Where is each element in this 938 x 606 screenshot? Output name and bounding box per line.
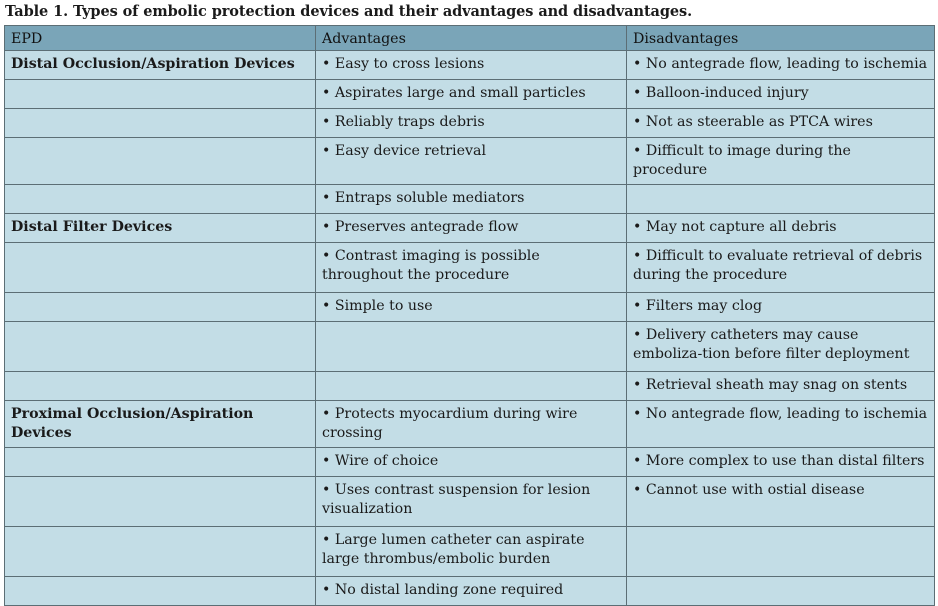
disadvantage-cell: [627, 108, 935, 137]
advantage-text: • Easy device retrieval: [322, 143, 486, 159]
table-row: [5, 292, 935, 321]
advantage-text: • Reliably traps debris: [322, 114, 485, 130]
disadvantage-text: • Not as steerable as PTCA wires: [633, 114, 873, 130]
disadvantage-text: • No antegrade flow, leading to ischemia: [633, 56, 927, 72]
disadvantage-cell: [627, 137, 935, 184]
disadvantage-cell: [627, 526, 935, 576]
disadvantage-text: • Retrieval sheath may snag on stents: [633, 377, 907, 393]
header-advantages: Advantages: [316, 26, 627, 51]
epd-cell: [5, 576, 316, 605]
advantage-cell: [316, 242, 627, 292]
advantage-cell: [316, 447, 627, 476]
table-row: [5, 50, 935, 79]
table-row: [5, 184, 935, 213]
advantage-text: • Uses contrast suspension for lesion visualization: [322, 482, 590, 518]
advantage-text: • No distal landing zone required: [322, 582, 563, 598]
disadvantage-text: • Cannot use with ostial disease: [633, 482, 865, 498]
advantage-cell: [316, 576, 627, 605]
epd-cell: [5, 137, 316, 184]
table-row: [5, 371, 935, 400]
disadvantage-cell: [627, 321, 935, 371]
header-epd: EPD: [5, 26, 316, 51]
disadvantage-text: • More complex to use than distal filters: [633, 453, 924, 469]
table-row: [5, 108, 935, 137]
advantage-cell: [316, 292, 627, 321]
epd-cell: Distal Occlusion/Aspiration Devices: [5, 50, 316, 79]
epd-cell: [5, 79, 316, 108]
advantage-text: • Contrast imaging is possible throughout the procedure: [322, 248, 540, 284]
disadvantage-cell: [627, 184, 935, 213]
table-row: [5, 576, 935, 605]
disadvantage-text: • May not capture all debris: [633, 219, 837, 235]
advantage-cell: [316, 400, 627, 447]
table-row: [5, 242, 935, 292]
disadvantage-cell: [627, 476, 935, 526]
advantage-cell: [316, 50, 627, 79]
disadvantage-text: • Filters may clog: [633, 298, 762, 314]
advantage-text: • Entraps soluble mediators: [322, 190, 524, 206]
disadvantage-text: • No antegrade flow, leading to ischemia: [633, 406, 927, 422]
table-row: [5, 526, 935, 576]
epd-cell: Distal Filter Devices: [5, 213, 316, 242]
disadvantage-cell: [627, 371, 935, 400]
disadvantage-cell: [627, 242, 935, 292]
advantage-text: • Preserves antegrade flow: [322, 219, 518, 235]
table-row: [5, 400, 935, 447]
disadvantage-cell: [627, 292, 935, 321]
epd-table-container: [4, 25, 934, 606]
epd-cell: [5, 184, 316, 213]
advantage-cell: [316, 184, 627, 213]
advantage-text: • Wire of choice: [322, 453, 438, 469]
disadvantage-cell: [627, 79, 935, 108]
disadvantage-cell: [627, 213, 935, 242]
disadvantage-cell: [627, 576, 935, 605]
advantage-text: • Easy to cross lesions: [322, 56, 484, 72]
epd-cell: [5, 371, 316, 400]
epd-cell: [5, 292, 316, 321]
advantage-text: • Aspirates large and small particles: [322, 85, 586, 101]
advantage-cell: [316, 137, 627, 184]
table-header-row: [5, 26, 935, 51]
disadvantage-text: • Difficult to evaluate retrieval of debris during the procedure: [633, 248, 922, 284]
epd-cell: [5, 476, 316, 526]
table-row: [5, 137, 935, 184]
advantage-text: • Protects myocardium during wire crossing: [322, 406, 577, 442]
table-row: [5, 476, 935, 526]
disadvantage-text: • Delivery catheters may cause emboliza-tion before filter deployment: [633, 327, 909, 363]
advantage-cell: [316, 476, 627, 526]
table-row: [5, 321, 935, 371]
table-row: [5, 213, 935, 242]
header-disadvantages: Disadvantages: [627, 26, 935, 51]
advantage-cell: [316, 371, 627, 400]
disadvantage-text: • Difficult to image during the procedure: [633, 143, 851, 179]
disadvantage-text: • Balloon-induced injury: [633, 85, 809, 101]
advantage-cell: [316, 108, 627, 137]
table-body: [5, 50, 935, 605]
epd-cell: [5, 242, 316, 292]
disadvantage-cell: [627, 447, 935, 476]
epd-cell: [5, 321, 316, 371]
epd-cell: [5, 447, 316, 476]
epd-cell: Proximal Occlusion/Aspiration Devices: [5, 400, 316, 447]
table-row: [5, 79, 935, 108]
disadvantage-cell: [627, 50, 935, 79]
advantage-cell: [316, 526, 627, 576]
disadvantage-cell: [627, 400, 935, 447]
advantage-cell: [316, 79, 627, 108]
advantage-cell: [316, 321, 627, 371]
advantage-cell: [316, 213, 627, 242]
table-caption: Table 1. Types of embolic protection devices and their advantages and disadvantages.: [5, 3, 693, 20]
advantage-text: • Simple to use: [322, 298, 433, 314]
epd-cell: [5, 526, 316, 576]
table-row: [5, 447, 935, 476]
epd-table: [4, 25, 935, 606]
advantage-text: • Large lumen catheter can aspirate large thrombus/embolic burden: [322, 532, 585, 568]
epd-cell: [5, 108, 316, 137]
